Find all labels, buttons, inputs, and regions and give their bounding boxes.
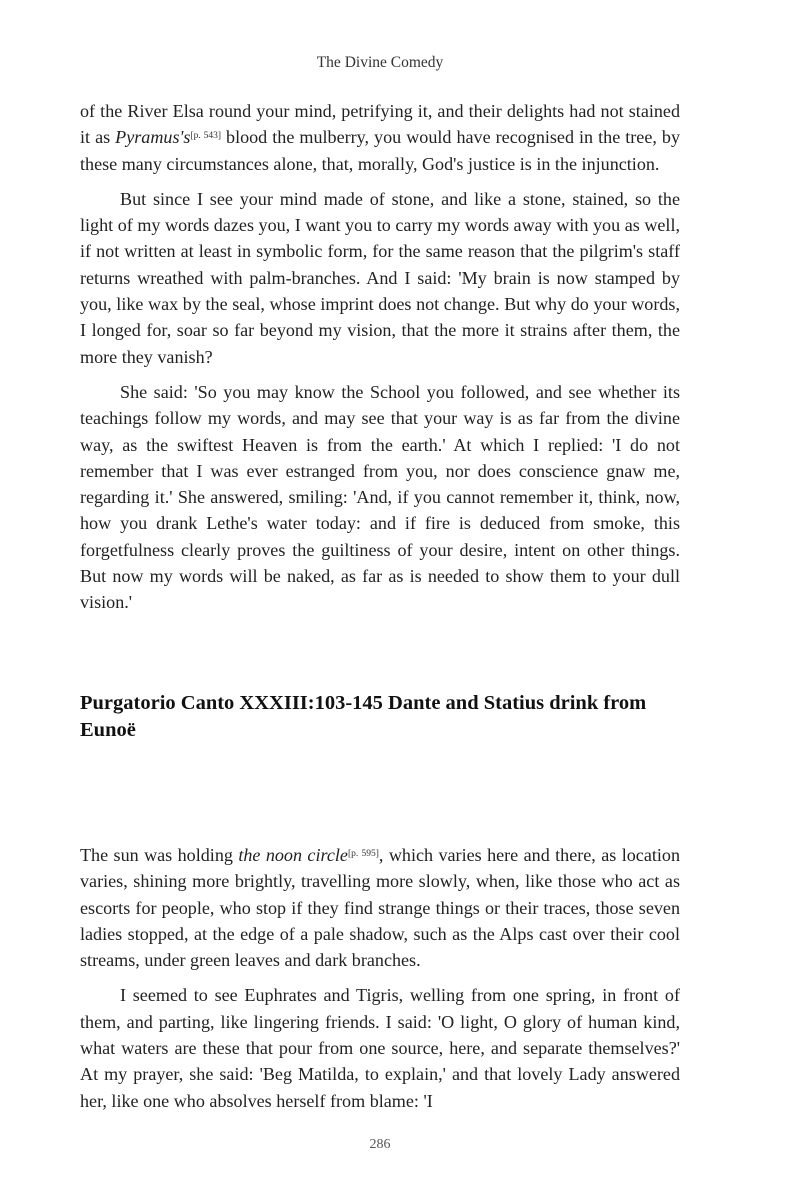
- body-text-top: [80, 98, 680, 616]
- section-heading: Purgatorio Canto XXXIII:103-145 Dante and Statius drink from Eunoë: [80, 692, 647, 741]
- paragraph-3: She said: 'So you may know the School you followed, and see whether its teachings follow my words, and may see that your way is as far from the divine way, as the swiftest Heaven is from the earth.' At which I replied: 'I do not remember that I was ever estranged from you, nor does conscience gnaw me, regarding it.' She answered, smiling: 'And, if you cannot remember it, think, now, how you drank Lethe's water today: and if fire is deduced from smoke, this forgetfulness clearly proves the guiltiness of your desire, intent on other things. But now my words will be naked, as far as is needed to show them to your dull vision.': [80, 381, 680, 613]
- pyramus-italic: Pyramus's: [115, 127, 191, 148]
- paragraph-1-text-start: of the River Elsa round your mind, petrifying it, and their delights had not stained it as: [80, 101, 680, 148]
- paragraph-4-text-end: , which varies here and there, as location varies, shining more brightly, travelling more slowly, when, like those who act as escorts for people, who stop if they find strange things or their traces, those seven ladies stopped, at the edge of a pale shadow, such as the Alps cast over their cool streams, under green leaves and dark branches.: [80, 845, 681, 971]
- paragraph-5: I seemed to see Euphrates and Tigris, welling from one spring, in front of them, and parting, like lingering friends. I said: 'O light, O glory of human kind, what waters are these that pour from one source, here, and separate themselves?' At my prayer, she said: 'Beg Matilda, to explain,' and that lovely Lady answered her, like one who absolves herself from blame: 'I: [80, 985, 680, 1111]
- paragraph-4: [80, 842, 680, 973]
- page-reference-595[interactable]: [p. 595]: [347, 849, 379, 859]
- body-text-bottom: [80, 842, 680, 1114]
- paragraph-2: But since I see your mind made of stone, and like a stone, stained, so the light of my words dazes you, I want you to carry my words away with you as well, if not written at least in symbolic form, for the same reason that the pilgrim's staff returns wreathed with palm-branches. And I said: 'My brain is now stamped by you, like wax by the seal, whose imprint does not change. But why do your words, I longed for, soar so far beyond my vision, that the more it strains after them, the more they vanish?: [80, 188, 680, 367]
- running-head-title: The Divine Comedy: [316, 54, 444, 71]
- page-reference-543[interactable]: [p. 543]: [190, 131, 221, 142]
- paragraph-1: [80, 98, 680, 177]
- noon-circle-italic: the noon circle: [238, 845, 348, 865]
- section-heading-block: [80, 690, 680, 744]
- paragraph-1-text-end: blood the mulberry, you would have recognised in the tree, by these many circumstances alone, that, morally, God's justice is in the injunction.: [80, 127, 680, 174]
- paragraph-4-text-start: The sun was holding: [80, 845, 239, 865]
- page-number: 286: [369, 1137, 391, 1152]
- book-page: [80, 0, 680, 1200]
